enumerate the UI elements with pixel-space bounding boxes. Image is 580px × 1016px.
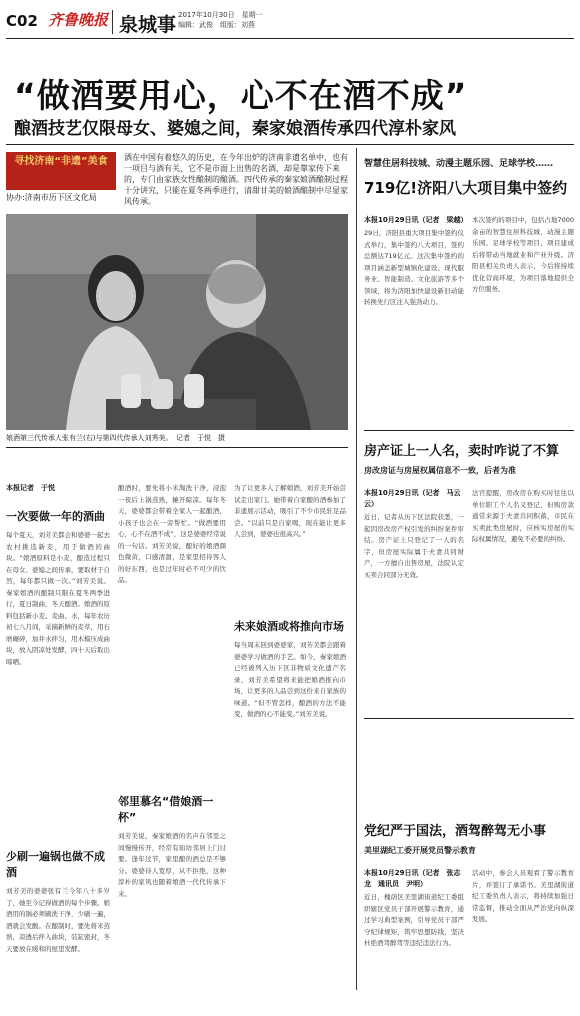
story3-col2-text: 法官提醒，房改房在购买时往往以单位职工个人名义登记，但购房款通常来源于夫妻共同积蓄，市民在买卖此类房屋时，应核实房屋的实际权属情况，避免不必要的纠纷。 bbox=[472, 489, 574, 543]
story2-kicker: 智慧住居科技城、动漫主题乐园、足球学校…… bbox=[364, 159, 554, 169]
story2-col1-text: 29日，济阳县重大项目集中签约仪式举行，集中签约八大项目，签约总额达719亿元。这次集中签约的项目涵盖新型城镇化建设、现代服务业、智能制造、文化旅游等多个领域，将为济阳加快建设新旧动能转换先行区注入强劲动力。 bbox=[364, 229, 464, 306]
date-editor-info bbox=[178, 10, 263, 30]
story4-col1-text: 近日，槐荫区美里湖街道纪工委组织辖区党员干部开展警示教育，通过学习典型案例，引导党员干部严守纪律规矩，筑牢思想防线，坚决杜绝酒驾醉驾等违纪违法行为。 bbox=[364, 893, 464, 947]
photo-caption: 娘酒第三代传承人张有兰(右)与第四代传承人刘秀美。 记者 于悦 摄 bbox=[6, 434, 225, 442]
feature-col1-text: 每个夏天，刘芳美都会和婆婆一起去农村挑选新麦，用于做酒的曲块。“娘酒原料是小麦，酿造过程只在母女、婆媳之间传承，要取材于自然，每年都只做一次。”刘芳美说。秦家娘酒的酿制只限在夏冬两季进行，夏日制曲，冬天酿酒。娘酒的原料包括新小麦、麦曲、水，每年农历初七八月间，采摘新鲜的麦草，用石磨碾碎，加井水拌匀，用木模压成曲块，放入阴凉处发酵，四十天后取出晾晒。 bbox=[6, 531, 110, 666]
story3-dek: 房改房证与房屋权属信息不一致，后者为准 bbox=[364, 466, 516, 475]
caption-rule bbox=[6, 447, 348, 448]
editor-line: 编辑：武俊 组版：刘燕 bbox=[178, 21, 255, 29]
feature-col3-text: 为了让更多人了解娘酒，刘芳美开始尝试走出家门。她带着自家酿的酒参加了非遗展示活动，吸引了不少市民驻足品尝。“以前只是自家喝，现在能让更多人尝到，婆婆也很高兴。” bbox=[234, 484, 346, 538]
newspaper-logo: 齐鲁晚报 bbox=[48, 11, 109, 29]
feature-column-1 bbox=[6, 508, 110, 1016]
story3-rule bbox=[364, 718, 574, 719]
column-divider bbox=[356, 148, 357, 990]
story4-column-1 bbox=[364, 868, 464, 987]
story-housing bbox=[364, 440, 574, 476]
story4-dek: 美里湖纪工委开展党员警示教育 bbox=[364, 846, 476, 855]
feature-col3b-text: 每当周末回到婆婆家，刘芳美都会跟着婆婆学习做酒的手艺。如今，秦家娘酒已经被列入历下区非物质文化遗产名录，刘芳美希望将来能把娘酒推向市场，让更多的人品尝到这份来自家族的味道。“但不管怎样，酿酒的方法不能变，做酒的心不能变。”刘芳美说。 bbox=[234, 641, 346, 718]
feature-column-3 bbox=[234, 483, 346, 980]
story2-column-2 bbox=[472, 215, 574, 425]
story4-col2-text: 活动中，参会人员观看了警示教育片，并签订了承诺书。美里湖街道纪工委负责人表示，将持续加强日常监督，推动全面从严治党向纵深发展。 bbox=[472, 869, 574, 923]
story2-headline: 719亿!济阳八大项目集中签约 bbox=[364, 179, 568, 197]
headline-rule bbox=[6, 144, 574, 145]
masthead bbox=[6, 6, 574, 39]
feature-photo bbox=[6, 214, 348, 430]
photo-illustration bbox=[6, 214, 348, 430]
feature-headline: “做酒要用心，心不在酒不成” bbox=[14, 76, 468, 115]
masthead-divider bbox=[112, 10, 113, 34]
collab-line: 协办:济南市历下区文化局 bbox=[6, 193, 97, 202]
story4-column-2 bbox=[472, 868, 574, 988]
story-discipline bbox=[364, 820, 574, 856]
page-number: C02 bbox=[6, 12, 38, 30]
feature-column-2 bbox=[118, 483, 226, 1006]
story3-col1-text: 近日，记者从历下区法院获悉，一起因房改房产权引发的纠纷案件审结。房产证上只登记了一人的名字，但房屋实际属于夫妻共同财产，一方擅自出售房屋，法院认定买卖合同部分无效。 bbox=[364, 513, 464, 579]
series-logo: 寻找济南“非遗”美食 bbox=[6, 152, 116, 190]
story3-headline: 房产证上一人名，卖时咋说了不算 bbox=[364, 444, 560, 459]
story2-byline: 本报10月29日讯（记者 梁越） bbox=[364, 216, 468, 224]
story3-byline: 本报10月29日讯（记者 马云云） bbox=[364, 489, 461, 508]
story2-column-1 bbox=[364, 215, 468, 428]
story2-rule bbox=[364, 430, 574, 431]
feature-subheadline: 酿酒技艺仅限母女、婆媳之间，秦家娘酒传承四代淳朴家风 bbox=[14, 119, 456, 139]
date-line: 2017年10月30日 星期一 bbox=[178, 11, 263, 19]
feature-intro: 酒在中国有着悠久的历史，在今年出炉的济南非遗名单中，也有一项目与酒有关，它不是市面上出售的名酒，却是靠家传下来的，专门由家族女性酿制的酿酒。四代传承的秦家娘酒酿制过程十分讲究，只能在夏冬两季进行，清甜甘美的娘酒酿制中尽显家风传承。 bbox=[124, 153, 348, 206]
story-jiyang bbox=[364, 156, 574, 198]
subtitle-2: 少刷一遍锅也做不成酒 bbox=[6, 850, 105, 879]
subtitle-3: 邻里慕名“借娘酒一杯” bbox=[118, 795, 214, 824]
story2-col2-text: 本次签约的项目中，包括占地7000余亩的智慧住居科技城、动漫主题乐园、足球学校等项目，项目建成后将带动当地就业和产业升级。济阳县相关负责人表示，今后将持续优化营商环境，为项目落地提供全方位服务。 bbox=[472, 216, 574, 293]
feature-col1b-text: 刘芳美的婆婆张有兰今年八十多岁了，她至今记得做酒的每个步骤。娘酒用的锅必须刷洗干净，少刷一遍，酒就会发酸。在酿制时，要先将米蒸熟，凉透后拌入曲块，装缸密封，冬天要放在暖和的屋里发酵。 bbox=[6, 887, 110, 953]
feature-byline: 本报记者 于悦 bbox=[6, 484, 55, 492]
story4-byline: 本报10月29日讯（记者 张志龙 通讯员 尹明） bbox=[364, 869, 461, 888]
subtitle-4: 未来娘酒或将推向市场 bbox=[234, 620, 344, 633]
story3-column-1 bbox=[364, 488, 464, 712]
story3-column-2 bbox=[472, 488, 574, 698]
story4-headline: 党纪严于国法，酒驾醉驾无小事 bbox=[364, 824, 547, 839]
section-name: 泉城事 bbox=[119, 14, 177, 36]
feature-col2-text: 酿酒时，要先将小米淘洗干净，浸泡一夜后上锅蒸熟，摊开晾凉。每年冬天，婆婆都会带着全家人一起酿酒，小孩子也会在一旁帮忙。“做酒要用心，心不在酒不成”，这是婆婆经常说的一句话。刘芳美说，酿好的娘酒颜色微黄，口感清甜，是家里招待客人的好东西，也是过年时必不可少的饮品。 bbox=[118, 484, 226, 584]
feature-col2b-text: 刘芳美说，秦家娘酒的名声在邻里之间慢慢传开，经常有街坊邻居上门讨要。逢年过节，家里酿的酒总是不够分。婆婆待人宽厚，从不拒绝，这种淳朴的家风也随着娘酒一代代传承下来。 bbox=[118, 832, 226, 898]
subtitle-1: 一次要做一年的酒曲 bbox=[6, 510, 105, 523]
